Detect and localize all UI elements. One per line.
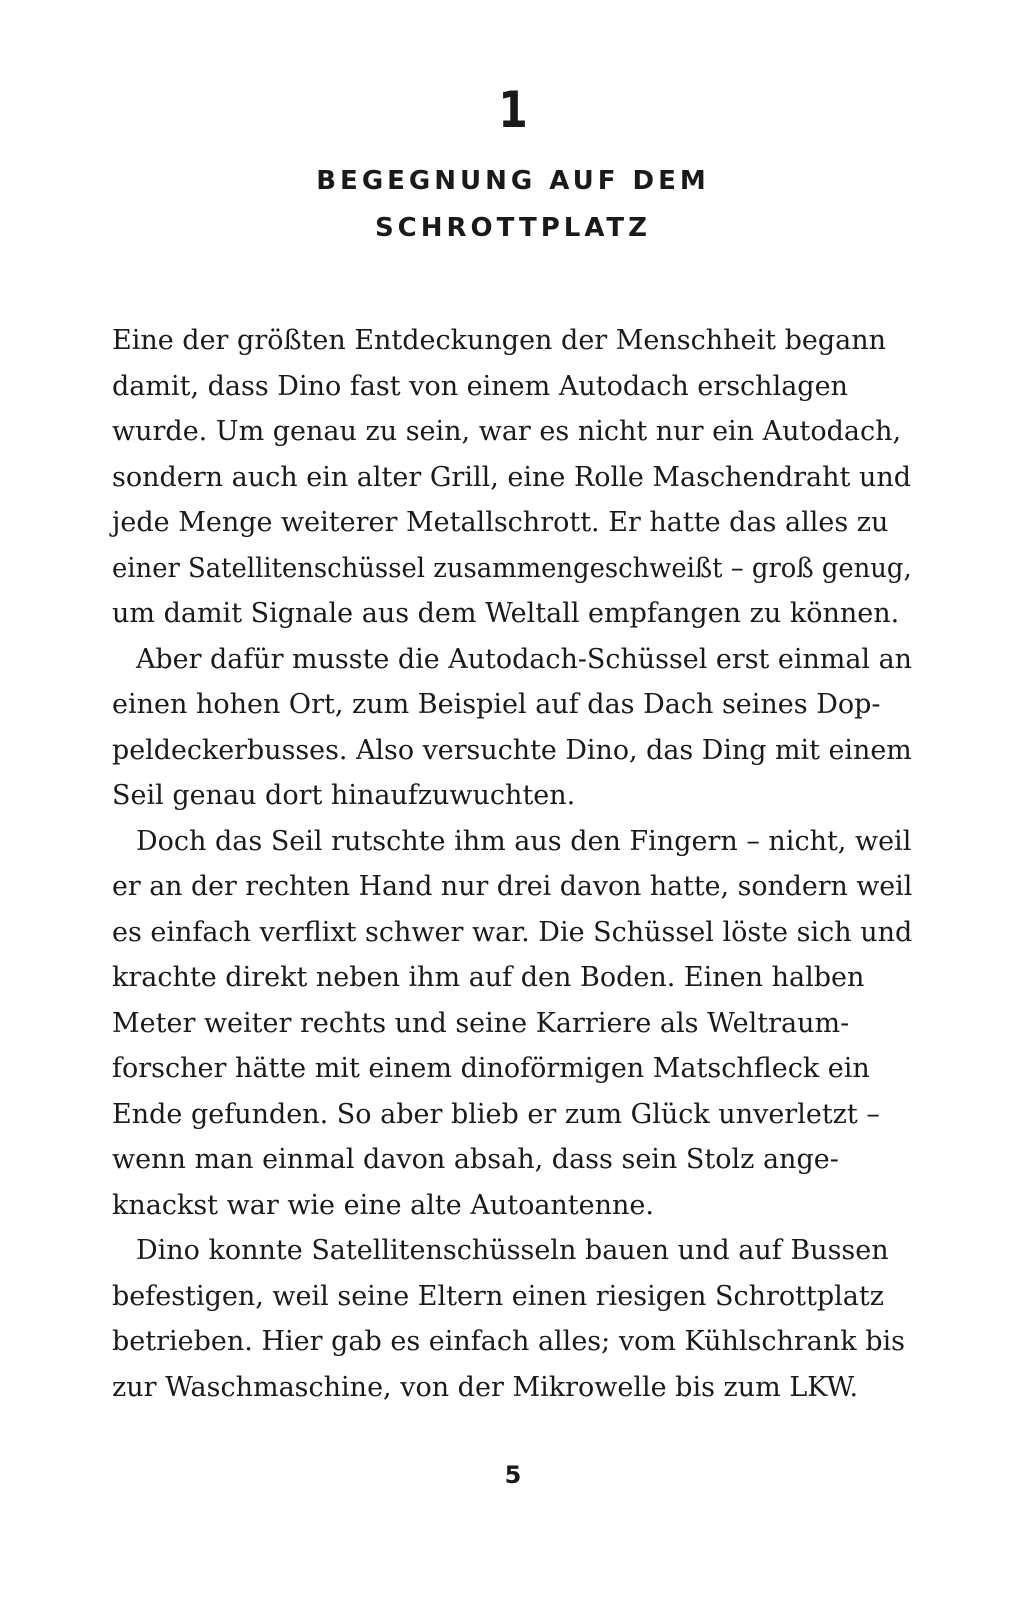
text-line: befestigen, weil seine Eltern einen riesigen Schrottplatz bbox=[112, 1280, 884, 1312]
text-line: Doch das Seil rutschte ihm aus den Fingern – nicht, weil bbox=[136, 825, 912, 857]
text-line: sondern auch ein alter Grill, eine Rolle Maschendraht und bbox=[112, 461, 912, 493]
text-line: wurde. Um genau zu sein, war es nicht nur ein Autodach, bbox=[112, 416, 902, 447]
text-line: krachte direkt neben ihm auf den Boden. Einen halben bbox=[112, 962, 865, 993]
chapter-title-line: SCHROTTPLATZ bbox=[374, 213, 652, 243]
text-line: jede Menge weiterer Metallschrott. Er hatte das alles zu bbox=[112, 507, 889, 538]
text-line: Aber dafür musste die Autodach-Schüssel erst einmal an bbox=[135, 643, 912, 675]
text-line: damit, dass Dino fast von einem Autodach erschlagen bbox=[112, 370, 848, 402]
text-line: einer Satellitenschüssel zusammengeschweißt – groß genug, bbox=[112, 552, 912, 584]
text-line: er an der rechten Hand nur drei davon hatte, sondern weil bbox=[112, 871, 913, 902]
chapter-title-line: BEGEGNUNG AUF DEM bbox=[316, 166, 710, 196]
text-line: forscher hätte mit einem dinoförmigen Matschfleck ein bbox=[112, 1053, 870, 1084]
text-line: knackst war wie eine alte Autoantenne. bbox=[112, 1189, 654, 1221]
text-line: um damit Signale aus dem Weltall empfangen zu können. bbox=[112, 598, 900, 629]
text-line: es einfach verflixt schwer war. Die Schüssel löste sich und bbox=[112, 916, 913, 948]
body-text bbox=[112, 318, 912, 1410]
chapter-title bbox=[0, 158, 1026, 252]
text-line: Meter weiter rechts und seine Karriere als Weltraum- bbox=[112, 1007, 850, 1039]
text-line: Eine der größten Entdeckungen der Menschheit begann bbox=[112, 325, 887, 356]
text-line: Dino konnte Satellitenschüsseln bauen und auf Bussen bbox=[136, 1235, 889, 1266]
text-line: betrieben. Hier gab es einfach alles; vom Kühlschrank bis bbox=[112, 1326, 905, 1357]
text-line: einen hohen Ort, zum Beispiel auf das Dach seines Dop- bbox=[112, 689, 881, 720]
page-number: 5 bbox=[504, 1461, 522, 1489]
text-line: zur Waschmaschine, von der Mikrowelle bis zum LKW. bbox=[112, 1371, 859, 1403]
text-line: Ende gefunden. So aber blieb er zum Glück unverletzt – bbox=[112, 1098, 880, 1130]
chapter-number: 1 bbox=[498, 81, 528, 139]
text-line: peldeckerbusses. Also versuchte Dino, das Ding mit einem bbox=[112, 734, 912, 766]
text-line: Seil genau dort hinaufzuwuchten. bbox=[112, 780, 576, 811]
text-line: wenn man einmal davon absah, dass sein Stolz ange- bbox=[112, 1144, 839, 1175]
